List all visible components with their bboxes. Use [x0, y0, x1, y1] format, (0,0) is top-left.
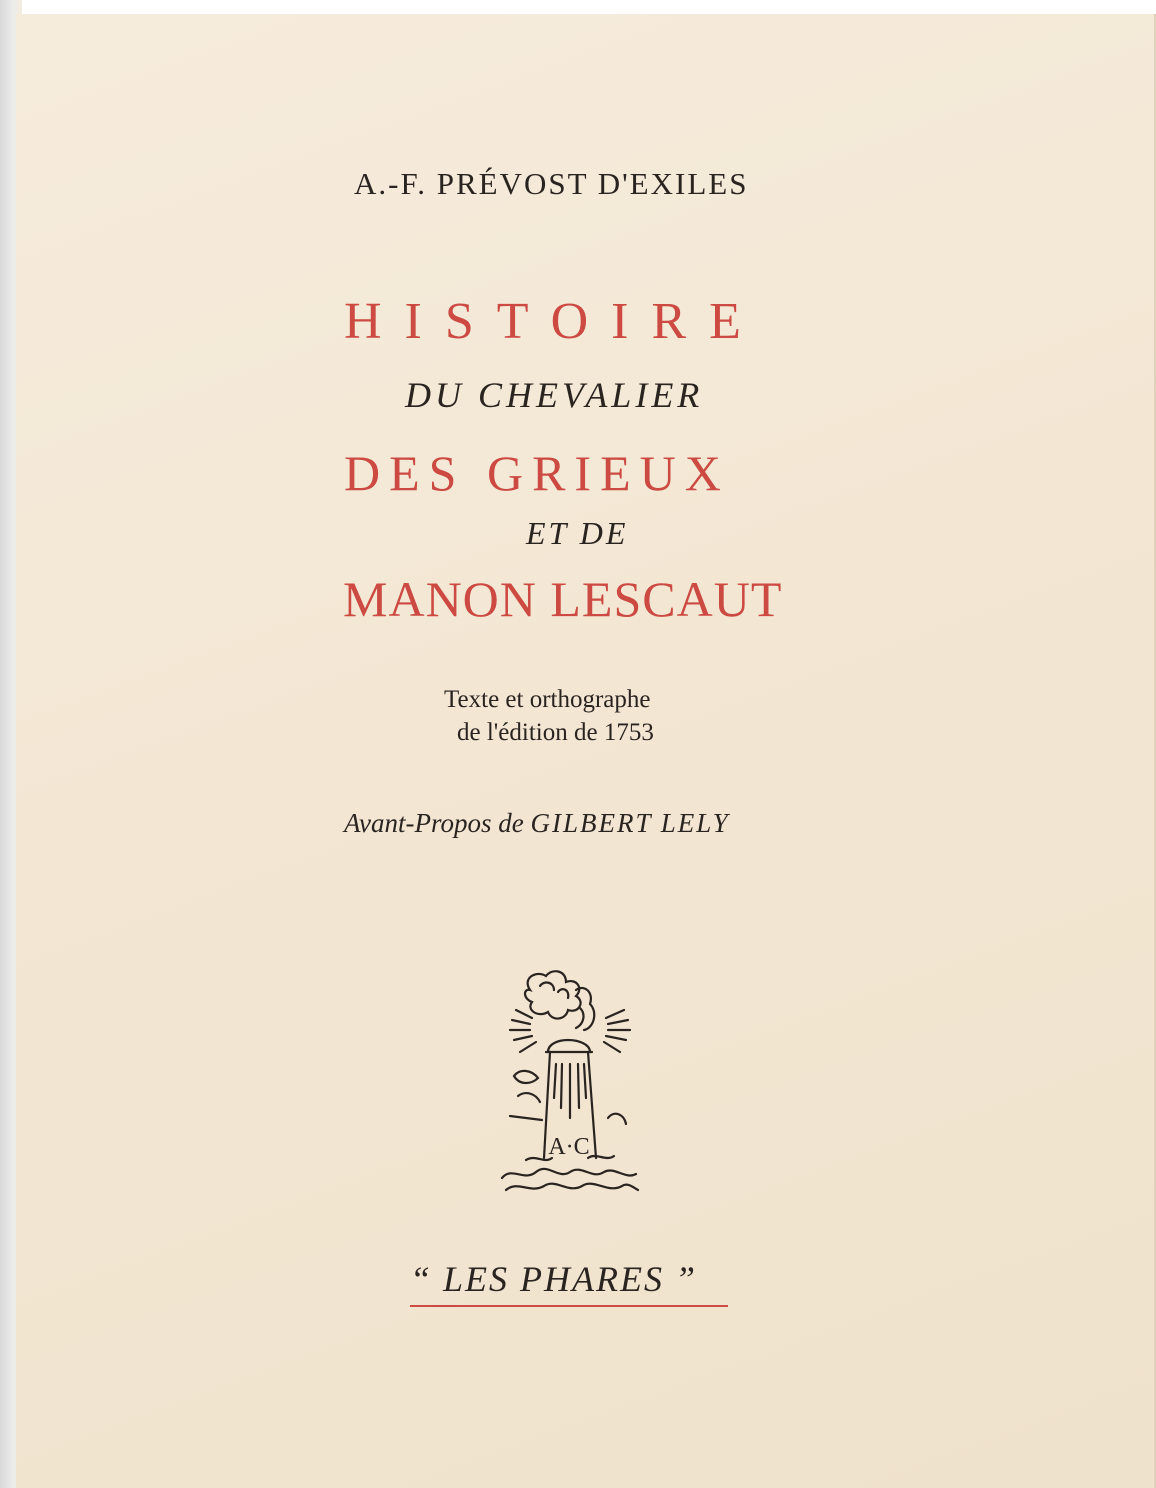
emblem-monogram: A·C — [548, 1134, 590, 1160]
edition-note-line-2: de l'édition de 1753 — [457, 719, 654, 746]
edition-note-line-1: Texte et orthographe — [444, 686, 651, 713]
lighthouse-emblem-icon — [496, 968, 642, 1204]
title-des-grieux: DES GRIEUX — [344, 445, 730, 501]
publisher-underline — [410, 1305, 728, 1307]
title-manon-lescaut: MANON LESCAUT — [343, 571, 783, 627]
foreword-author: GILBERT LELY — [530, 808, 730, 838]
title-et-de: ET DE — [526, 515, 629, 551]
author-name: A.-F. PRÉVOST D'EXILES — [354, 166, 749, 201]
publisher-name: “ LES PHARES ” — [410, 1259, 698, 1299]
foreword-prefix: Avant-Propos de — [344, 808, 524, 838]
foreword-credit — [344, 808, 824, 839]
title-du-chevalier: DU CHEVALIER — [405, 375, 704, 415]
title-histoire: HISTOIRE — [344, 293, 764, 350]
